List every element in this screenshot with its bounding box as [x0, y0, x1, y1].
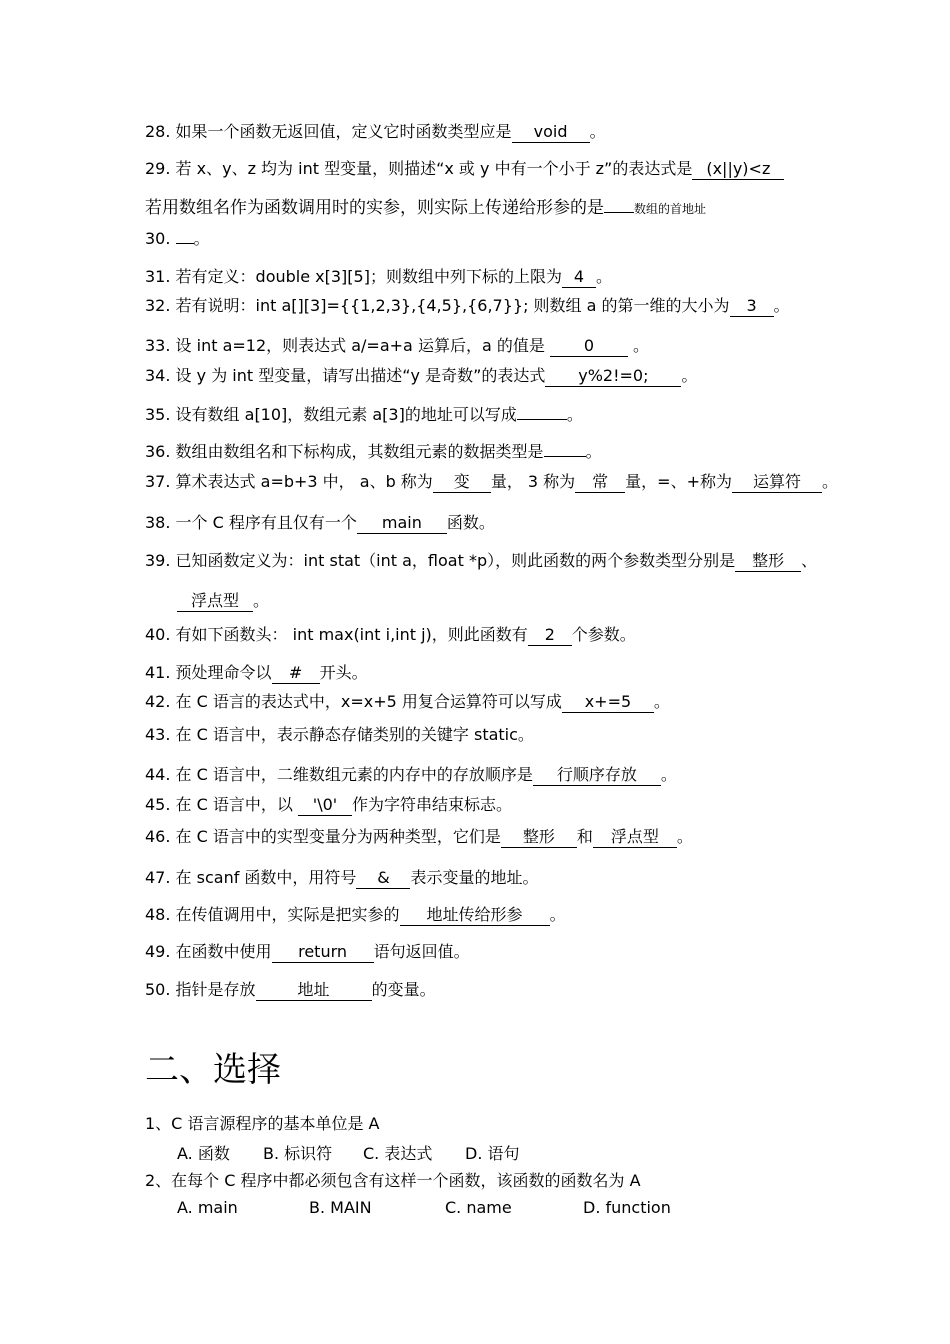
question-37: 37. 算术表达式 a=b+3 中， a、b 称为 变 量， 3 称为 常 量，=、+称为 运算符 。 — [145, 472, 839, 491]
answer-blank: 常 — [575, 472, 625, 493]
question-text: 在 C 语言中的实型变量分为两种类型，它们是 — [175, 827, 501, 846]
question-35: 35. 设有数组 a[10]，数组元素 a[3]的地址可以写成 。 — [145, 405, 583, 424]
question-text: 设 int a=12，则表达式 a/=a+a 运算后，a 的值是 — [175, 336, 550, 355]
question-text: 若 x、y、z 均为 int 型变量，则描述“x 或 y 中有一个小于 z”的表达式是 — [175, 159, 693, 178]
answer-blank: & — [356, 868, 410, 889]
option-a: A. 函数 — [177, 1144, 230, 1163]
question-text: 预处理命令以 — [175, 663, 272, 682]
choice-question-1 — [145, 1113, 379, 1135]
question-49: 49. 在函数中使用 return 语句返回值。 — [145, 942, 470, 961]
answer-blank: 整形 — [735, 551, 801, 572]
question-number: 45. — [145, 795, 171, 814]
question-number: 47. — [145, 868, 171, 887]
question-30-line2: 30. 。 — [145, 229, 210, 248]
question-43 — [145, 724, 534, 746]
question-number: 43. — [145, 725, 171, 744]
answer-blank: # — [272, 663, 320, 684]
question-number: 41. — [145, 663, 171, 682]
question-number: 36. — [145, 442, 171, 461]
question-text: 在传值调用中，实际是把实参的 — [175, 905, 400, 924]
question-36: 36. 数组由数组名和下标构成，其数组元素的数据类型是 。 — [145, 442, 602, 461]
question-text: 2、在每个 C 程序中都必须包含有这样一个函数，该函数的函数名为 A — [145, 1171, 641, 1190]
option-c: C. 表达式 — [363, 1144, 433, 1163]
question-text: 在函数中使用 — [175, 942, 272, 961]
choice-question-2 — [145, 1170, 641, 1192]
question-number: 49. — [145, 942, 171, 961]
question-39-line1: 39. 已知函数定义为：int stat（int a，float *p），则此函数的两个参数类型分别是 整形 、 — [145, 551, 818, 570]
question-number: 44. — [145, 765, 171, 784]
answer-blank: 浮点型 — [177, 591, 253, 612]
answer-blank: 2 — [528, 625, 572, 646]
question-text: 算术表达式 a=b+3 中， a、b 称为 — [175, 472, 433, 491]
answer-blank: 地址 — [256, 980, 372, 1001]
question-44: 44. 在 C 语言中，二维数组元素的内存中的存放顺序是 行顺序存放 。 — [145, 765, 677, 784]
question-39-line2: 浮点型 。 — [177, 590, 269, 612]
answer-blank: main — [357, 513, 447, 534]
question-29 — [145, 158, 784, 180]
question-32: 32. 若有说明：int a[][3]={{1,2,3},{4,5},{6,7}}; 则数组 a 的第一维的大小为 3 。 — [145, 296, 790, 315]
question-33: 33. 设 int a=12，则表达式 a/=a+a 运算后，a 的值是 0 。 — [145, 336, 650, 355]
question-text: 数组由数组名和下标构成，其数组元素的数据类型是 — [175, 442, 544, 461]
question-47: 47. 在 scanf 函数中，用符号 & 表示变量的地址。 — [145, 868, 539, 887]
answer-blank: 行顺序存放 — [533, 765, 661, 786]
question-text: 若有定义：double x[3][5]；则数组中列下标的上限为 — [175, 267, 562, 286]
answer-blank: 浮点型 — [593, 827, 677, 848]
question-number: 46. — [145, 827, 171, 846]
question-number: 40. — [145, 625, 171, 644]
question-number: 29. — [145, 159, 171, 178]
option-b: B. 标识符 — [263, 1144, 333, 1163]
question-31: 31. 若有定义：double x[3][5]；则数组中列下标的上限为 4 。 — [145, 267, 612, 286]
answer-blank: y%2!=0; — [545, 366, 681, 387]
question-48: 48. 在传值调用中，实际是把实参的 地址传给形参 。 — [145, 905, 566, 924]
question-text: 在 C 语言中，以 — [175, 795, 298, 814]
question-40: 40. 有如下函数头： int max(int i,int j)，则此函数有 2 个参数。 — [145, 625, 636, 644]
option-d: D. function — [583, 1198, 671, 1217]
option-b: B. MAIN — [309, 1198, 372, 1217]
question-number: 30. — [145, 229, 171, 248]
choice-options-1 — [177, 1143, 520, 1165]
question-number: 35. — [145, 405, 171, 424]
question-text: 在 scanf 函数中，用符号 — [175, 868, 357, 887]
question-number: 42. — [145, 692, 171, 711]
answer-blank: x+=5 — [562, 692, 654, 713]
question-text: 若用数组名作为函数调用时的实参，则实际上传递给形参的是 — [145, 198, 604, 218]
answer-blank — [544, 456, 586, 457]
answer-blank: 4 — [562, 267, 596, 288]
question-number: 39. — [145, 551, 171, 570]
option-c: C. name — [445, 1198, 512, 1217]
question-text: 指针是存放 — [175, 980, 256, 999]
answer-blank — [517, 419, 567, 420]
question-number: 33. — [145, 336, 171, 355]
question-number: 50. — [145, 980, 171, 999]
question-38: 38. 一个 C 程序有且仅有一个 main 函数。 — [145, 513, 495, 532]
question-45: 45. 在 C 语言中，以 '\0' 作为字符串结束标志。 — [145, 795, 512, 814]
question-number: 34. — [145, 366, 171, 385]
question-46: 46. 在 C 语言中的实型变量分为两种类型，它们是 整形 和 浮点型 。 — [145, 827, 693, 846]
question-28: 28. 如果一个函数无返回值，定义它时函数类型应是 void 。 — [145, 122, 606, 141]
question-text: 一个 C 程序有且仅有一个 — [175, 513, 357, 532]
answer-blank: '\0' — [298, 795, 352, 816]
answer-blank: 变 — [433, 472, 491, 493]
answer-blank: void — [512, 122, 590, 143]
question-text: 设有数组 a[10]，数组元素 a[3]的地址可以写成 — [175, 405, 517, 424]
question-text: 在 C 语言的表达式中，x=x+5 用复合运算符可以写成 — [175, 692, 562, 711]
answer-blank: 3 — [730, 296, 774, 317]
question-50: 50. 指针是存放 地址 的变量。 — [145, 980, 436, 999]
choice-options-2 — [177, 1197, 671, 1219]
question-text: 如果一个函数无返回值，定义它时函数类型应是 — [175, 122, 512, 141]
question-number: 31. — [145, 267, 171, 286]
question-text: 已知函数定义为：int stat（int a，float *p），则此函数的两个参数类型分别是 — [175, 551, 736, 570]
option-a: A. main — [177, 1198, 238, 1217]
answer-blank: 0 — [550, 336, 628, 357]
answer-blank: 运算符 — [732, 472, 822, 493]
question-text: 1、C 语言源程序的基本单位是 A — [145, 1114, 380, 1133]
question-number: 38. — [145, 513, 171, 532]
answer-blank: (x||y)<z — [692, 159, 784, 180]
section-heading: 二、选择 — [145, 1050, 281, 1090]
question-number: 37. — [145, 472, 171, 491]
question-text: 在 C 语言中，表示静态存储类别的关键字 static。 — [175, 725, 534, 744]
question-42: 42. 在 C 语言的表达式中，x=x+5 用复合运算符可以写成 x+=5 。 — [145, 692, 670, 711]
question-41: 41. 预处理命令以 # 开头。 — [145, 663, 368, 682]
question-text: 在 C 语言中，二维数组元素的内存中的存放顺序是 — [175, 765, 533, 784]
question-number: 48. — [145, 905, 171, 924]
question-text: 若有说明：int a[][3]={{1,2,3},{4,5},{6,7}}; 则数组 a 的第一维的大小为 — [175, 296, 730, 315]
question-text: 有如下函数头： int max(int i,int j)，则此函数有 — [175, 625, 528, 644]
question-34: 34. 设 y 为 int 型变量，请写出描述“y 是奇数”的表达式 y%2!=0; 。 — [145, 366, 698, 385]
answer-blank: 地址传给形参 — [400, 905, 550, 926]
option-d: D. 语句 — [465, 1144, 520, 1163]
question-number: 28. — [145, 122, 171, 141]
question-30-line1 — [145, 197, 706, 220]
answer-blank: 整形 — [501, 827, 577, 848]
answer-text: 数组的首地址 — [634, 202, 707, 216]
question-text: 设 y 为 int 型变量，请写出描述“y 是奇数”的表达式 — [175, 366, 546, 385]
question-number: 32. — [145, 296, 171, 315]
answer-blank: return — [272, 942, 374, 963]
